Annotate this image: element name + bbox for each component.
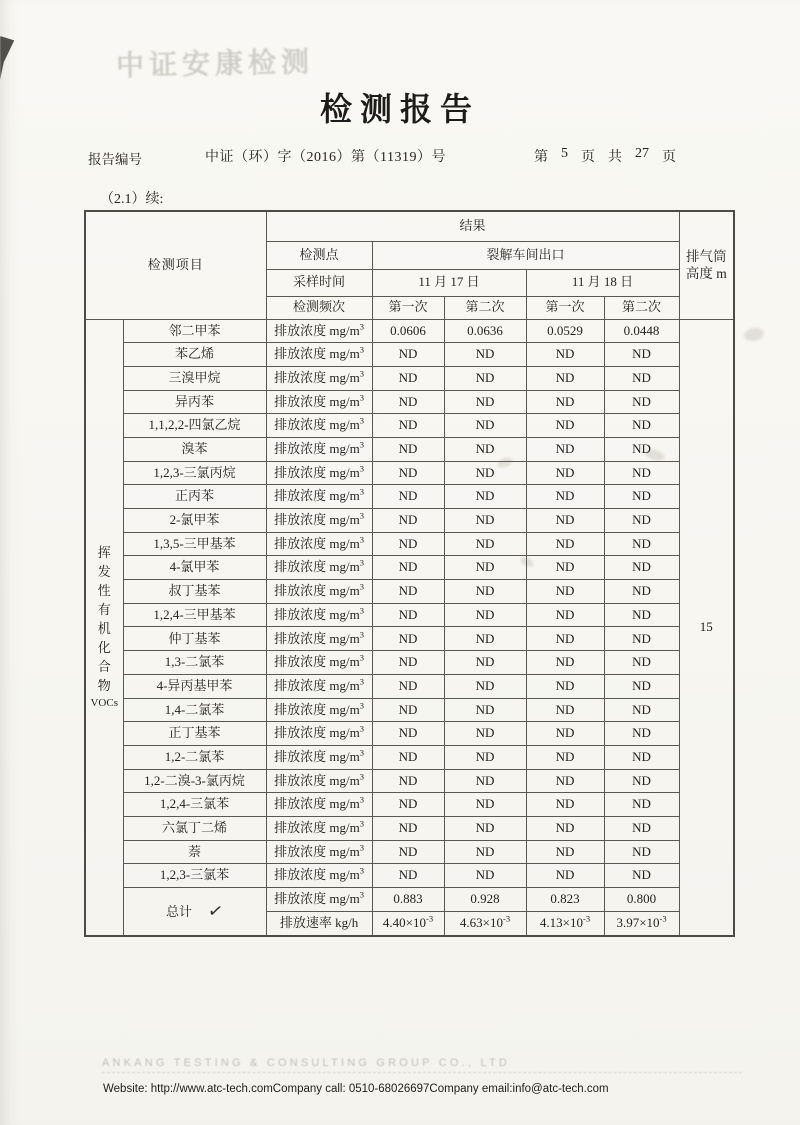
table-row <box>85 556 734 580</box>
header-date2: 11 月 18 日 <box>526 269 679 296</box>
parameter-label: 排放浓度 $mg/m^3$ <box>266 343 372 367</box>
value-cell: $4.63\times 10^{-3}$ <box>444 912 526 936</box>
value-cell: ND <box>526 603 604 627</box>
value-cell: ND <box>444 864 526 888</box>
value-cell: ND <box>372 840 444 864</box>
value-cell: ND <box>372 532 444 556</box>
page-number: 5 <box>561 146 568 161</box>
table-row <box>85 793 734 817</box>
value-cell: ND <box>372 674 444 698</box>
value-cell: ND <box>604 698 679 722</box>
value-cell: ND <box>526 437 604 461</box>
table-row <box>85 319 734 343</box>
value-cell: ND <box>526 366 604 390</box>
page-indicator <box>534 146 676 166</box>
value-cell: ND <box>604 793 679 817</box>
parameter-label: 排放浓度 $mg/m^3$ <box>266 793 372 817</box>
parameter-label: 排放浓度 $mg/m^3$ <box>266 745 372 769</box>
substance-name: 1,2,3-三氯丙烷 <box>123 461 266 485</box>
substance-name: 叔丁基苯 <box>123 580 266 604</box>
header-stack-height <box>679 211 734 319</box>
value-cell: ND <box>604 674 679 698</box>
value-cell: ND <box>444 793 526 817</box>
value-cell: ND <box>444 580 526 604</box>
value-cell: ND <box>604 485 679 509</box>
value-cell: ND <box>444 769 526 793</box>
value-cell: ND <box>444 840 526 864</box>
value-cell: ND <box>444 674 526 698</box>
value-cell: ND <box>372 864 444 888</box>
value-cell: ND <box>444 745 526 769</box>
value-cell: ND <box>526 627 604 651</box>
page-indicator-part: 共 <box>608 150 622 165</box>
value-cell: ND <box>526 556 604 580</box>
value-cell: ND <box>372 390 444 414</box>
table-row <box>85 674 734 698</box>
value-cell: ND <box>526 840 604 864</box>
value-cell: ND <box>526 485 604 509</box>
value-cell: ND <box>372 793 444 817</box>
parameter-label: 排放浓度 $mg/m^3$ <box>266 509 372 533</box>
table-row <box>85 651 734 675</box>
value-cell: ND <box>604 437 679 461</box>
substance-name: 4-异丙基甲苯 <box>123 674 266 698</box>
value-cell: ND <box>604 343 679 367</box>
substance-name: 正丁基苯 <box>123 722 266 746</box>
value-cell: ND <box>372 769 444 793</box>
substance-name: 1,2-二溴-3-氯丙烷 <box>123 769 266 793</box>
value-cell: 0.800 <box>604 888 679 912</box>
value-cell: ND <box>604 769 679 793</box>
value-cell: ND <box>444 461 526 485</box>
value-cell: ND <box>372 651 444 675</box>
value-cell: ND <box>444 390 526 414</box>
table-row <box>85 698 734 722</box>
value-cell: ND <box>604 461 679 485</box>
substance-name: 1,4-二氯苯 <box>123 698 266 722</box>
scan-corner-artifact <box>0 36 15 80</box>
parameter-label: 排放浓度 $mg/m^3$ <box>266 319 372 343</box>
value-cell: ND <box>372 722 444 746</box>
table-row <box>85 485 734 509</box>
substance-name: 1,3-二氯苯 <box>123 651 266 675</box>
company-stamp: 中证安康检测 <box>115 46 315 83</box>
substance-name: 1,2,3-三氯苯 <box>123 864 266 888</box>
value-cell: ND <box>604 390 679 414</box>
parameter-label: 排放浓度 $mg/m^3$ <box>266 366 372 390</box>
value-cell: ND <box>526 532 604 556</box>
header-freq2: 第二次 <box>444 296 526 319</box>
value-cell: ND <box>604 840 679 864</box>
header-time-label: 采样时间 <box>266 269 372 296</box>
scan-smudge-artifact <box>743 326 765 342</box>
table-row <box>85 509 734 533</box>
value-cell: ND <box>372 556 444 580</box>
parameter-label: 排放浓度 $mg/m^3$ <box>266 437 372 461</box>
substance-name: 1,1,2,2-四氯乙烷 <box>123 414 266 438</box>
parameter-label: 排放浓度 $mg/m^3$ <box>266 840 372 864</box>
value-cell: ND <box>372 366 444 390</box>
table-row <box>85 343 734 367</box>
header-freq1: 第一次 <box>372 296 444 319</box>
contact-info: Website: http://www.atc-tech.comCompany call: 0510-68026697Company email:info@atc-tech.com <box>103 1083 609 1095</box>
value-cell: ND <box>372 627 444 651</box>
value-cell: ND <box>372 816 444 840</box>
page-indicator-part: 第 <box>534 150 548 165</box>
value-cell: ND <box>526 793 604 817</box>
substance-name: 1,2-二氯苯 <box>123 745 266 769</box>
substance-name: 仲丁基苯 <box>123 627 266 651</box>
page-indicator-part: 页 <box>662 150 676 165</box>
parameter-label: 排放浓度 $mg/m^3$ <box>266 651 372 675</box>
value-cell: ND <box>372 745 444 769</box>
table-row <box>85 580 734 604</box>
value-cell: ND <box>604 414 679 438</box>
table-row <box>85 390 734 414</box>
value-cell: 0.0529 <box>526 319 604 343</box>
parameter-label: 排放浓度 $mg/m^3$ <box>266 888 372 912</box>
value-cell: ND <box>372 461 444 485</box>
parameter-label: 排放速率 kg/h <box>266 912 372 936</box>
value-cell: ND <box>526 343 604 367</box>
value-cell: ND <box>604 745 679 769</box>
value-cell: ND <box>604 532 679 556</box>
table-row <box>85 840 734 864</box>
parameter-label: 排放浓度 $mg/m^3$ <box>266 722 372 746</box>
table-row <box>85 864 734 888</box>
header-freq4: 第二次 <box>604 296 679 319</box>
table-row <box>85 366 734 390</box>
value-cell: ND <box>444 556 526 580</box>
value-cell: ND <box>444 651 526 675</box>
report-number: 中证（环）字（2016）第（11319）号 <box>205 150 446 165</box>
value-cell: ND <box>372 603 444 627</box>
value-cell: ND <box>526 816 604 840</box>
header-item: 检测项目 <box>85 211 266 319</box>
value-cell: ND <box>372 485 444 509</box>
value-cell: ND <box>372 509 444 533</box>
page-title: 检测报告 <box>319 91 480 127</box>
value-cell: ND <box>604 509 679 533</box>
value-cell: 0.823 <box>526 888 604 912</box>
value-cell: ND <box>526 864 604 888</box>
substance-name: 三溴甲烷 <box>123 366 266 390</box>
value-cell: ND <box>526 769 604 793</box>
value-cell: ND <box>444 343 526 367</box>
value-cell: ND <box>444 437 526 461</box>
parameter-label: 排放浓度 $mg/m^3$ <box>266 532 372 556</box>
total-label-cell <box>123 888 266 936</box>
value-cell: $4.13\times 10^{-3}$ <box>526 912 604 936</box>
parameter-label: 排放浓度 $mg/m^3$ <box>266 603 372 627</box>
table-row <box>85 745 734 769</box>
substance-name: 1,2,4-三甲基苯 <box>123 603 266 627</box>
value-cell: 0.928 <box>444 888 526 912</box>
value-cell: ND <box>444 509 526 533</box>
total-row-concentration <box>85 888 734 912</box>
value-cell: ND <box>444 366 526 390</box>
value-cell: ND <box>444 532 526 556</box>
value-cell: $3.97\times 10^{-3}$ <box>604 912 679 936</box>
value-cell: ND <box>526 674 604 698</box>
substance-name: 正丙苯 <box>123 485 266 509</box>
value-cell: ND <box>444 722 526 746</box>
table-row <box>85 769 734 793</box>
value-cell: ND <box>372 437 444 461</box>
parameter-label: 排放浓度 $mg/m^3$ <box>266 556 372 580</box>
value-cell: ND <box>526 651 604 675</box>
substance-name: 异丙苯 <box>123 390 266 414</box>
value-cell: ND <box>526 580 604 604</box>
header-freq-label: 检测频次 <box>266 296 372 319</box>
substance-name: 1,2,4-三氯苯 <box>123 793 266 817</box>
value-cell: ND <box>526 509 604 533</box>
value-cell: ND <box>604 556 679 580</box>
value-cell: ND <box>526 461 604 485</box>
parameter-label: 排放浓度 $mg/m^3$ <box>266 698 372 722</box>
table-row <box>85 414 734 438</box>
parameter-label: 排放浓度 $mg/m^3$ <box>266 485 372 509</box>
value-cell: 0.0606 <box>372 319 444 343</box>
header-freq3: 第一次 <box>526 296 604 319</box>
parameter-label: 排放浓度 $mg/m^3$ <box>266 414 372 438</box>
parameter-label: 排放浓度 $mg/m^3$ <box>266 580 372 604</box>
value-cell: $4.40\times 10^{-3}$ <box>372 912 444 936</box>
substance-name: 邻二甲苯 <box>123 319 266 343</box>
voc-group-label: 挥 发 性 有 机 化 合 物 VOCs <box>85 319 123 936</box>
section-note: （2.1）续: <box>100 192 164 207</box>
results-table <box>84 210 735 937</box>
value-cell: 0.0636 <box>444 319 526 343</box>
header-stack-line2: 高度 m <box>685 266 727 282</box>
value-cell: ND <box>372 414 444 438</box>
value-cell: ND <box>604 366 679 390</box>
value-cell: ND <box>604 816 679 840</box>
value-cell: 0.0448 <box>604 319 679 343</box>
value-cell: ND <box>604 580 679 604</box>
parameter-label: 排放浓度 $mg/m^3$ <box>266 390 372 414</box>
value-cell: ND <box>444 627 526 651</box>
header-point-label: 检测点 <box>266 241 372 269</box>
value-cell: ND <box>604 651 679 675</box>
substance-name: 六氯丁二烯 <box>123 816 266 840</box>
substance-name: 溴苯 <box>123 437 266 461</box>
substance-name: 4-氯甲苯 <box>123 556 266 580</box>
header-point-value: 裂解车间出口 <box>372 241 679 269</box>
stack-height-value: 15 <box>679 319 734 936</box>
value-cell: ND <box>372 580 444 604</box>
value-cell: ND <box>444 603 526 627</box>
header-date1: 11 月 17 日 <box>372 269 526 296</box>
report-number-label: 报告编号 <box>88 152 142 167</box>
value-cell: ND <box>604 627 679 651</box>
substance-name: 2-氯甲苯 <box>123 509 266 533</box>
value-cell: ND <box>526 414 604 438</box>
table-row <box>85 722 734 746</box>
value-cell: ND <box>372 698 444 722</box>
page-indicator-part: 页 <box>581 150 595 165</box>
table-row <box>85 532 734 556</box>
value-cell: ND <box>604 864 679 888</box>
table-row <box>85 603 734 627</box>
value-cell: ND <box>604 603 679 627</box>
substance-name: 萘 <box>123 840 266 864</box>
header-stack-line1: 排气筒 <box>686 249 727 265</box>
handwritten-checkmark: ✓ <box>206 900 225 924</box>
parameter-label: 排放浓度 $mg/m^3$ <box>266 461 372 485</box>
total-label: 总计 <box>165 904 192 920</box>
substance-name: 1,3,5-三甲基苯 <box>123 532 266 556</box>
substance-name: 苯乙烯 <box>123 343 266 367</box>
header-row <box>85 211 734 241</box>
value-cell: ND <box>604 722 679 746</box>
value-cell: ND <box>444 698 526 722</box>
parameter-label: 排放浓度 $mg/m^3$ <box>266 769 372 793</box>
table-row <box>85 816 734 840</box>
value-cell: ND <box>444 816 526 840</box>
company-name-faded: ANKANG TESTING & CONSULTING GROUP CO., LTD <box>102 1057 742 1073</box>
value-cell: ND <box>526 745 604 769</box>
value-cell: ND <box>526 698 604 722</box>
value-cell: ND <box>444 414 526 438</box>
table-row <box>85 627 734 651</box>
table-row <box>85 461 734 485</box>
table-row <box>85 437 734 461</box>
header-result: 结果 <box>266 211 679 241</box>
value-cell: 0.883 <box>372 888 444 912</box>
value-cell: ND <box>526 390 604 414</box>
value-cell: ND <box>372 343 444 367</box>
parameter-label: 排放浓度 $mg/m^3$ <box>266 627 372 651</box>
value-cell: ND <box>444 485 526 509</box>
parameter-label: 排放浓度 $mg/m^3$ <box>266 864 372 888</box>
parameter-label: 排放浓度 $mg/m^3$ <box>266 674 372 698</box>
value-cell: ND <box>526 722 604 746</box>
parameter-label: 排放浓度 $mg/m^3$ <box>266 816 372 840</box>
total-pages: 27 <box>635 146 649 161</box>
